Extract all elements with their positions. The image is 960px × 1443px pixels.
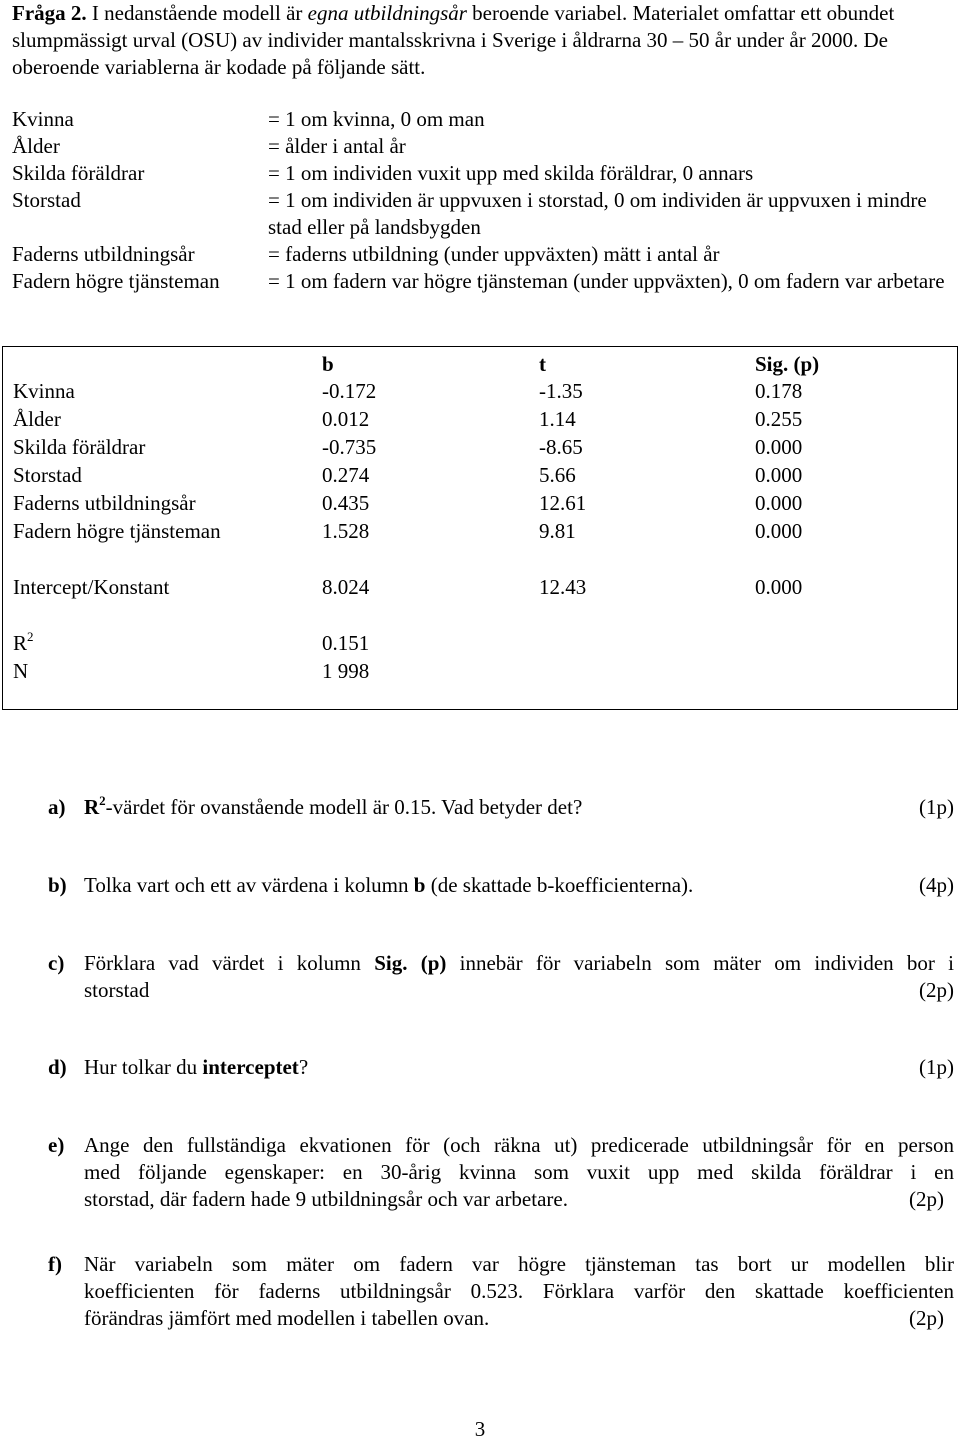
intercept-b: 8.024 bbox=[322, 575, 370, 599]
row-label: Faderns utbildningsår bbox=[13, 491, 196, 515]
row-p: 0.255 bbox=[755, 407, 803, 431]
row-b: -0.735 bbox=[322, 435, 377, 459]
def-text: = 1 om individen vuxit upp med skilda föräldrar, 0 annars bbox=[268, 161, 754, 185]
question-letter-a: a) bbox=[48, 795, 66, 819]
n-label: N bbox=[13, 659, 29, 683]
intro-text-2: beroende variabel. Materialet omfattar ett obundet slumpmässigt urval (OSU) av individer mantalsskrivna i Sverige i åldrarna 30 – 50 år under år 2000. De oberoende variablerna är kodade på följande sätt. bbox=[12, 1, 895, 79]
row-p: 0.000 bbox=[755, 435, 803, 459]
def-text: = 1 om individen är uppvuxen i storstad, 0 om individen är uppvuxen i mindre stad eller på landsbygden bbox=[268, 188, 927, 239]
intro-text-1: I nedanstående modell är bbox=[86, 1, 308, 25]
def-name: Kvinna bbox=[12, 107, 74, 131]
question-b: (4p) Tolka vart och ett av värdena i kolumn b (de skattade b-koefficienterna). bbox=[84, 873, 954, 897]
def-name: Storstad bbox=[12, 188, 81, 212]
question-f: När variabeln som mäter om fadern var högre tjänsteman tas bort ur modellen blir koefficienten för faderns utbildningsår 0.523. Förklara varför den skattade koefficienten (2p) förändras jämfört med modellen i tabellen ovan. bbox=[84, 1252, 954, 1330]
page-number: 3 bbox=[474, 1417, 486, 1441]
question-d: (1p) Hur tolkar du interceptet? bbox=[84, 1055, 954, 1079]
row-b: 0.012 bbox=[322, 407, 370, 431]
n-value: 1 998 bbox=[322, 659, 370, 683]
points: (2p) bbox=[919, 978, 954, 1002]
points: (1p) bbox=[919, 795, 954, 819]
r2-sup: 2 bbox=[27, 629, 34, 644]
def-text: = faderns utbildning (under uppväxten) mätt i antal år bbox=[268, 242, 720, 266]
row-label: Kvinna bbox=[13, 379, 75, 403]
row-b: 0.274 bbox=[322, 463, 370, 487]
points: (1p) bbox=[919, 1055, 954, 1079]
row-b: -0.172 bbox=[322, 379, 377, 403]
def-text: = 1 om kvinna, 0 om man bbox=[268, 107, 485, 131]
def-text: = 1 om fadern var högre tjänsteman (under uppväxten), 0 om fadern var arbetare bbox=[268, 269, 945, 293]
points: (4p) bbox=[919, 873, 954, 897]
points: (2p) bbox=[909, 1187, 944, 1211]
row-b: 1.528 bbox=[322, 519, 370, 543]
row-p: 0.000 bbox=[755, 463, 803, 487]
question-e: Ange den fullständiga ekvationen för (och räkna ut) predicerade utbildningsår för en person med följande egenskaper: en 30-årig kvinna som vuxit upp med skilda föräldrar i en (2p) storstad, där fadern hade 9 utbildningsår och var arbetare. bbox=[84, 1133, 954, 1211]
row-p: 0.000 bbox=[755, 519, 803, 543]
row-label: Fadern högre tjänsteman bbox=[13, 519, 221, 543]
intercept-label: Intercept/Konstant bbox=[13, 575, 170, 599]
row-label: Skilda föräldrar bbox=[13, 435, 146, 459]
question-heading: Fråga 2. bbox=[12, 1, 87, 25]
question-letter-f: f) bbox=[48, 1252, 62, 1276]
def-name: Faderns utbildningsår bbox=[12, 242, 195, 266]
def-name: Skilda föräldrar bbox=[12, 161, 145, 185]
row-label: Ålder bbox=[13, 407, 61, 431]
row-p: 0.000 bbox=[755, 491, 803, 515]
intercept-p: 0.000 bbox=[755, 575, 803, 599]
intercept-t: 12.43 bbox=[539, 575, 587, 599]
question-letter-e: e) bbox=[48, 1133, 65, 1157]
intro-italic: egna utbildningsår bbox=[307, 1, 467, 25]
row-t: 5.66 bbox=[539, 463, 576, 487]
question-letter-b: b) bbox=[48, 873, 67, 897]
row-t: 1.14 bbox=[539, 407, 576, 431]
question-c: Förklara vad värdet i kolumn Sig. (p) innebär för variabeln som mäter om individen bor i (2p) storstad bbox=[84, 951, 954, 1002]
question-letter-c: c) bbox=[48, 951, 65, 975]
row-t: -1.35 bbox=[539, 379, 583, 403]
header-t: t bbox=[539, 352, 546, 376]
row-t: 12.61 bbox=[539, 491, 587, 515]
r2-value: 0.151 bbox=[322, 631, 370, 655]
def-name: Fadern högre tjänsteman bbox=[12, 269, 220, 293]
header-b: b bbox=[322, 352, 334, 376]
points: (2p) bbox=[909, 1306, 944, 1330]
row-t: -8.65 bbox=[539, 435, 583, 459]
question-letter-d: d) bbox=[48, 1055, 67, 1079]
row-p: 0.178 bbox=[755, 379, 803, 403]
row-t: 9.81 bbox=[539, 519, 576, 543]
question-intro bbox=[12, 0, 947, 81]
question-a: (1p) $R^2$-värdet för ovanstående modell är 0.15. Vad betyder det? bbox=[84, 793, 954, 819]
r2-label: $R^2$ bbox=[13, 629, 34, 655]
row-b: 0.435 bbox=[322, 491, 370, 515]
def-name: Ålder bbox=[12, 134, 60, 158]
row-label: Storstad bbox=[13, 463, 82, 487]
header-p: Sig. (p) bbox=[755, 352, 820, 376]
regression-table bbox=[2, 346, 958, 710]
def-text: = ålder i antal år bbox=[268, 134, 406, 158]
